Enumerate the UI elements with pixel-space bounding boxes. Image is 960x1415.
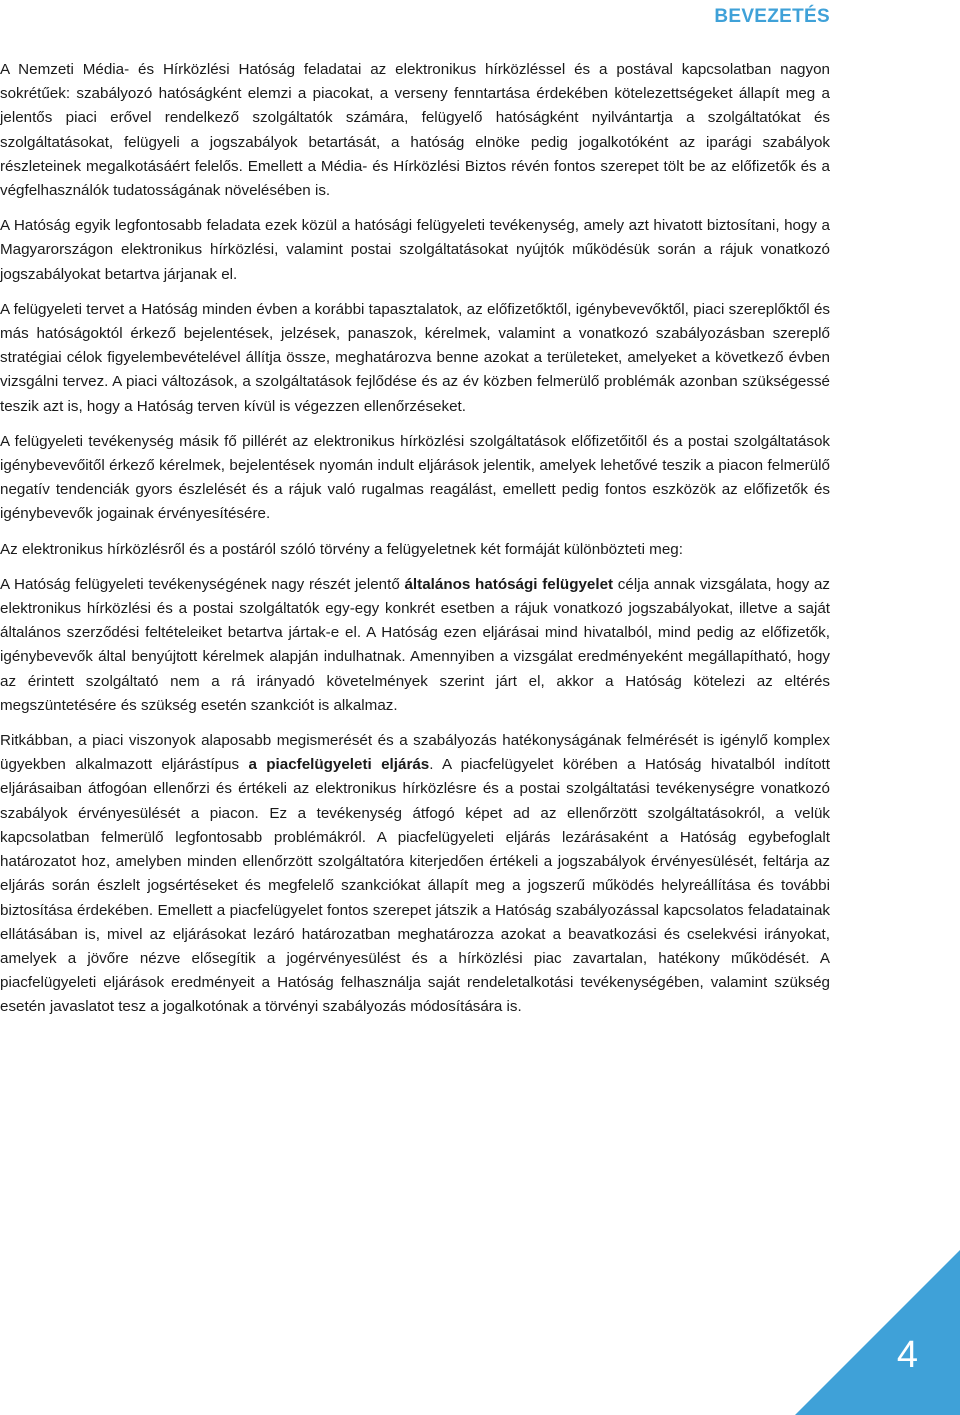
text-run: Ritkábban, a piaci viszonyok alaposabb megismerését és a szabályozás hatékonyságának felmérését is igénylő komplex ügyekben alkalmazott eljárástípus [0,732,830,774]
paragraph-general-supervision [0,573,830,718]
text-run: célja annak vizsgálata, hogy az elektronikus hírközlési és a postai szolgáltatók egy-egy konkrét esetben a rájuk vonatkozó jogszabályokat, illetve a saját általános szerződési feltételeiket betartva jártak-e el. A Hatóság ezen eljárásai mind hivatalból, mind pedig az előfizetők, igénybevevők által benyújtott kérelmek alapján indulhatnak. Amennyiben a vizsgálat eredményeként megállapítható, hogy az érintett szolgáltató nem a rá irányadó követelmények szerint járt el, akkor a Hatóság kötelezi az eltérés megszüntetésére és szükség esetén szankciót is alkalmaz. [0,575,830,714]
paragraph-intro: A Nemzeti Média- és Hírközlési Hatóság feladatai az elektronikus hírközléssel és a postával kapcsolatban nagyon sokrétűek: szabályozó hatóságként elemzi a piacokat, a verseny fenntartása érdekében kötelezettségeket állapít meg a jelentős piaci erővel rendelkező szolgáltatók számára, felügyelő hatóságként nyilvántartja a szolgáltatókat és szolgáltatásokat, felügyeli a jogszabályok betartását, a hatóság elnöke pedig jogalkotóként az iparági szabályok részleteinek megalkotásáért felelős. Emellett a Média- és Hírközlési Biztos révén fontos szerepet tölt be az előfizetők és a végfelhasználók tudatosságának növelésében is. [0,61,830,200]
corner-triangle-decoration [795,1250,960,1415]
paragraph-supervision-plan: A felügyeleti tervet a Hatóság minden évben a korábbi tapasztalatok, az előfizetőktől, igénybevevőktől, piaci szereplőktől és más hatóságoktól érkező bejelentések, jelzések, panaszok, kérelmek, valamint a vonatkozó szabályozásban szereplő stratégiai célok figyelembevételével állítja össze, meghatározva benne azokat a területeket, amelyeket a következő évben vizsgálni tervez. A piaci változások, a szolgáltatások fejlődése és az év közben felmerülő problémák azonban szükségessé teszik azt is, hogy a Hatóság terven kívül is végezzen ellenőrzéseket. [0,300,830,415]
text-run: . A piacfelügyelet körében a Hatóság hivatalból indított eljárásaiban átfogóan ellenőrzi és értékeli az elektronikus hírközlésre és a postai szolgáltatási tevékenységre vonatkozó szabályok érvényesülését a piacon. Ez a tevékenység átfogó képet ad az ellenőrzött szolgáltatásokról, a velük kapcsolatban felmerülő legfontosabb problémákról. A piacfelügyeleti eljárás lezárásaként a Hatóság egybefoglalt határozatot hoz, amelyben minden ellenőrzött szolgáltatóra kiterjedően értékeli a jogszabályok érvényesülését, feltárja az eljárás során észlelt jogsértéseket és megfelelő szankciókat állapít meg a jogszerű működés helyreállítása és további biztosítása érdekében. Emellett a piacfelügyelet fontos szerepet játszik a Hatóság szabályozással kapcsolatos feladatainak ellátásában is, mivel az eljárásokat lezáró határozatban meghatározza azokat a beavatkozási és cselekvési irányokat, amelyek a jövőre nézve elősegítik a jogérvényesülést és a hírközlési piac zavartalan, hatékony működését. A piacfelügyeleti eljárások eredményeit a Hatóság felhasználja saját rendeletalkotási tevékenységében, valamint szükség esetén javaslatot tesz a jogalkotónak a törvényi szabályozás módosítására is. [0,756,830,1016]
text-run: A Hatóság felügyeleti tevékenységének nagy részét jelentő [0,575,405,593]
paragraph-second-pillar: A felügyeleti tevékenység másik fő pillérét az elektronikus hírközlési szolgáltatások előfizetőitől és a postai szolgáltatások igénybevevőitől érkező kérelmek, bejelentések nyomán indult eljárások jelentik, amelyek lehetővé teszik a piacon felmerülő negatív tendenciák gyors észlelését és a rájuk való rugalmas reagálást, emellett pedig fontos eszközök az előfizetők és igénybevevők jogainak érvényesítésére. [0,432,830,523]
bold-term-market-supervision: a piacfelügyeleti eljárás [248,756,430,774]
paragraph-market-supervision [0,729,830,1019]
page-number: 4 [896,1334,918,1376]
paragraph-two-forms: Az elektronikus hírközlésről és a postáról szóló törvény a felügyeletnek két formáját különbözteti meg: [0,540,683,558]
bold-term-general-supervision: általános hatósági felügyelet [404,575,614,593]
paragraph-supervision-task: A Hatóság egyik legfontosabb feladata ezek közül a hatósági felügyeleti tevékenység, amely azt hivatott biztosítani, hogy a Magyarországon elektronikus hírközlési, valamint postai szolgáltatásokat nyújtók működésük során a rájuk vonatkozó jogszabályokat betartva járjanak el. [0,217,830,283]
document-body [0,58,830,1031]
section-title: BEVEZETÉS [714,6,830,27]
